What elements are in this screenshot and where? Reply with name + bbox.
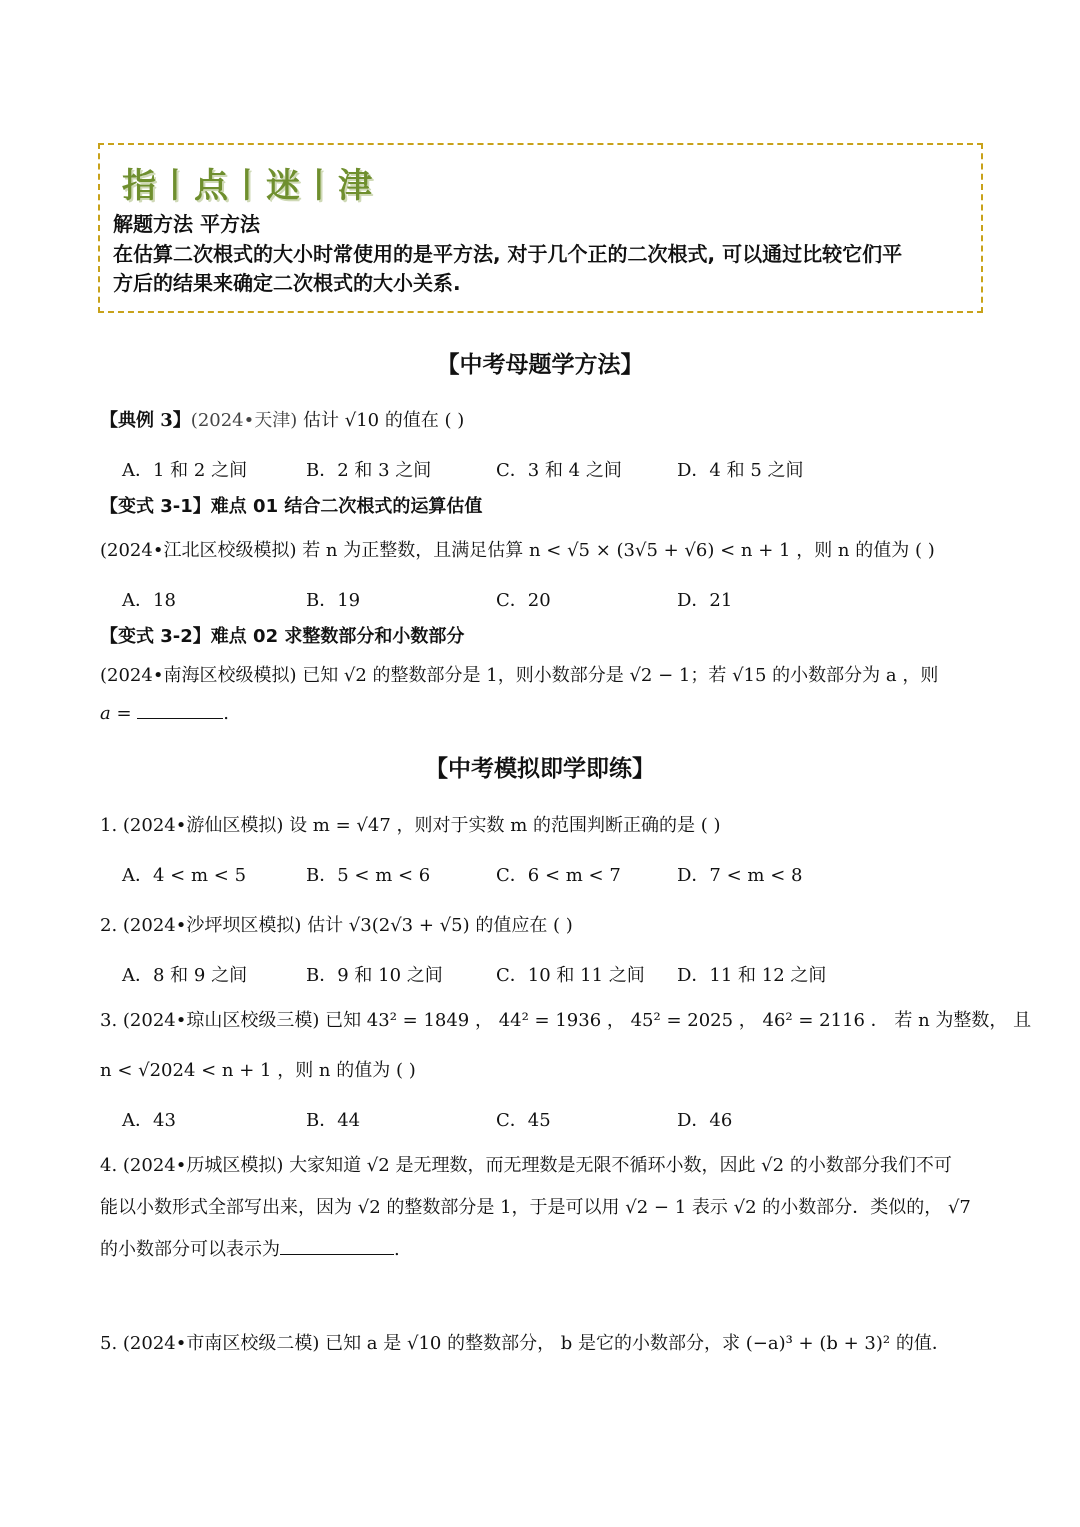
- q2-option-a: A．8 和 9 之间: [122, 965, 248, 986]
- question-3-line-1: 3. (2024•琼山区校级三模) 已知 43² = 1849 ， 44² = 1936 ， 45² = 2025 ， 46² = 2116 ． 若 n 为整数， 且: [100, 1010, 1032, 1031]
- question-3-line-2: n < √2024 < n + 1 ，则 n 的值为 ( ): [100, 1060, 416, 1081]
- q3-option-a: A．43: [122, 1110, 176, 1131]
- q3-option-d: D．46: [677, 1110, 733, 1131]
- example-text: 估计 √10 的值在 ( ): [303, 410, 465, 431]
- variant-1-option-d: D．21: [677, 590, 733, 611]
- variant-2-heading: 【变式 3-2】难点 02 求整数部分和小数部分: [100, 626, 465, 647]
- q1-option-d: D．7 < m < 8: [677, 865, 803, 886]
- answer-blank[interactable]: [137, 704, 223, 719]
- question-4-line-3-text: 的小数部分可以表示为: [100, 1239, 280, 1260]
- question-1: 1. (2024•游仙区模拟) 设 m = √47 ，则对于实数 m 的范围判断正确的是 ( ): [100, 815, 721, 836]
- question-4-line-1: 4. (2024•历城区模拟) 大家知道 √2 是无理数，而无理数是无限不循环小数，因此 √2 的小数部分我们不可: [100, 1155, 952, 1176]
- example-tag: 【典例 3】: [100, 410, 191, 431]
- q1-option-c: C．6 < m < 7: [496, 865, 621, 886]
- variant-1-option-c: C．20: [496, 590, 551, 611]
- variant-1-question: (2024•江北区校级模拟) 若 n 为正整数，且满足估算 n < √5 × (3√5 + √6) < n + 1 ，则 n 的值为 ( ): [100, 540, 935, 561]
- variant-2-answer-label: a =: [100, 703, 138, 724]
- question-5: 5. (2024•市南区校级二模) 已知 a 是 √10 的整数部分， b 是它的小数部分，求 (−a)³ + (b + 3)² 的值．: [100, 1333, 950, 1354]
- example-question: [100, 406, 464, 432]
- example-option-b: B．2 和 3 之间: [306, 460, 432, 481]
- example-option-c: C．3 和 4 之间: [496, 460, 622, 481]
- answer-blank-q4[interactable]: [280, 1240, 394, 1255]
- q2-option-c: C．10 和 11 之间: [496, 965, 645, 986]
- tip-line-2: 方后的结果来确定二次根式的大小关系.: [113, 271, 461, 295]
- q1-option-b: B．5 < m < 6: [306, 865, 431, 886]
- variant-2-line-2: a = .: [100, 703, 229, 724]
- section-heading-practice: 【中考模拟即学即练】: [425, 756, 655, 782]
- question-4-line-2: 能以小数形式全部写出来，因为 √2 的整数部分是 1，于是可以用 √2 − 1 表示 √2 的小数部分．类似的， √7: [100, 1197, 971, 1218]
- q3-option-c: C．45: [496, 1110, 551, 1131]
- question-4-line-3: 的小数部分可以表示为 .: [100, 1239, 400, 1260]
- tip-method: 解题方法 平方法: [113, 212, 260, 236]
- variant-1-heading: 【变式 3-1】难点 01 结合二次根式的运算估值: [100, 496, 483, 517]
- variant-1-option-b: B．19: [306, 590, 361, 611]
- tip-line-1: 在估算二次根式的大小时常使用的是平方法, 对于几个正的二次根式, 可以通过比较它们平: [113, 242, 903, 266]
- variant-1-option-a: A．18: [122, 590, 176, 611]
- q3-option-b: B．44: [306, 1110, 361, 1131]
- question-2: 2. (2024•沙坪坝区模拟) 估计 √3(2√3 + √5) 的值应在 ( ): [100, 915, 573, 936]
- variant-2-line-1: (2024•南海区校级模拟) 已知 √2 的整数部分是 1，则小数部分是 √2 − 1；若 √15 的小数部分为 a ，则: [100, 665, 939, 686]
- example-source: (2024•天津): [190, 410, 298, 431]
- q2-option-b: B．9 和 10 之间: [306, 965, 443, 986]
- q1-option-a: A．4 < m < 5: [122, 865, 247, 886]
- section-heading-method: 【中考母题学方法】: [436, 352, 644, 378]
- example-option-d: D．4 和 5 之间: [677, 460, 804, 481]
- example-option-a: A．1 和 2 之间: [122, 460, 248, 481]
- tip-title: 指丨点丨迷丨津: [122, 166, 374, 206]
- q2-option-d: D．11 和 12 之间: [677, 965, 827, 986]
